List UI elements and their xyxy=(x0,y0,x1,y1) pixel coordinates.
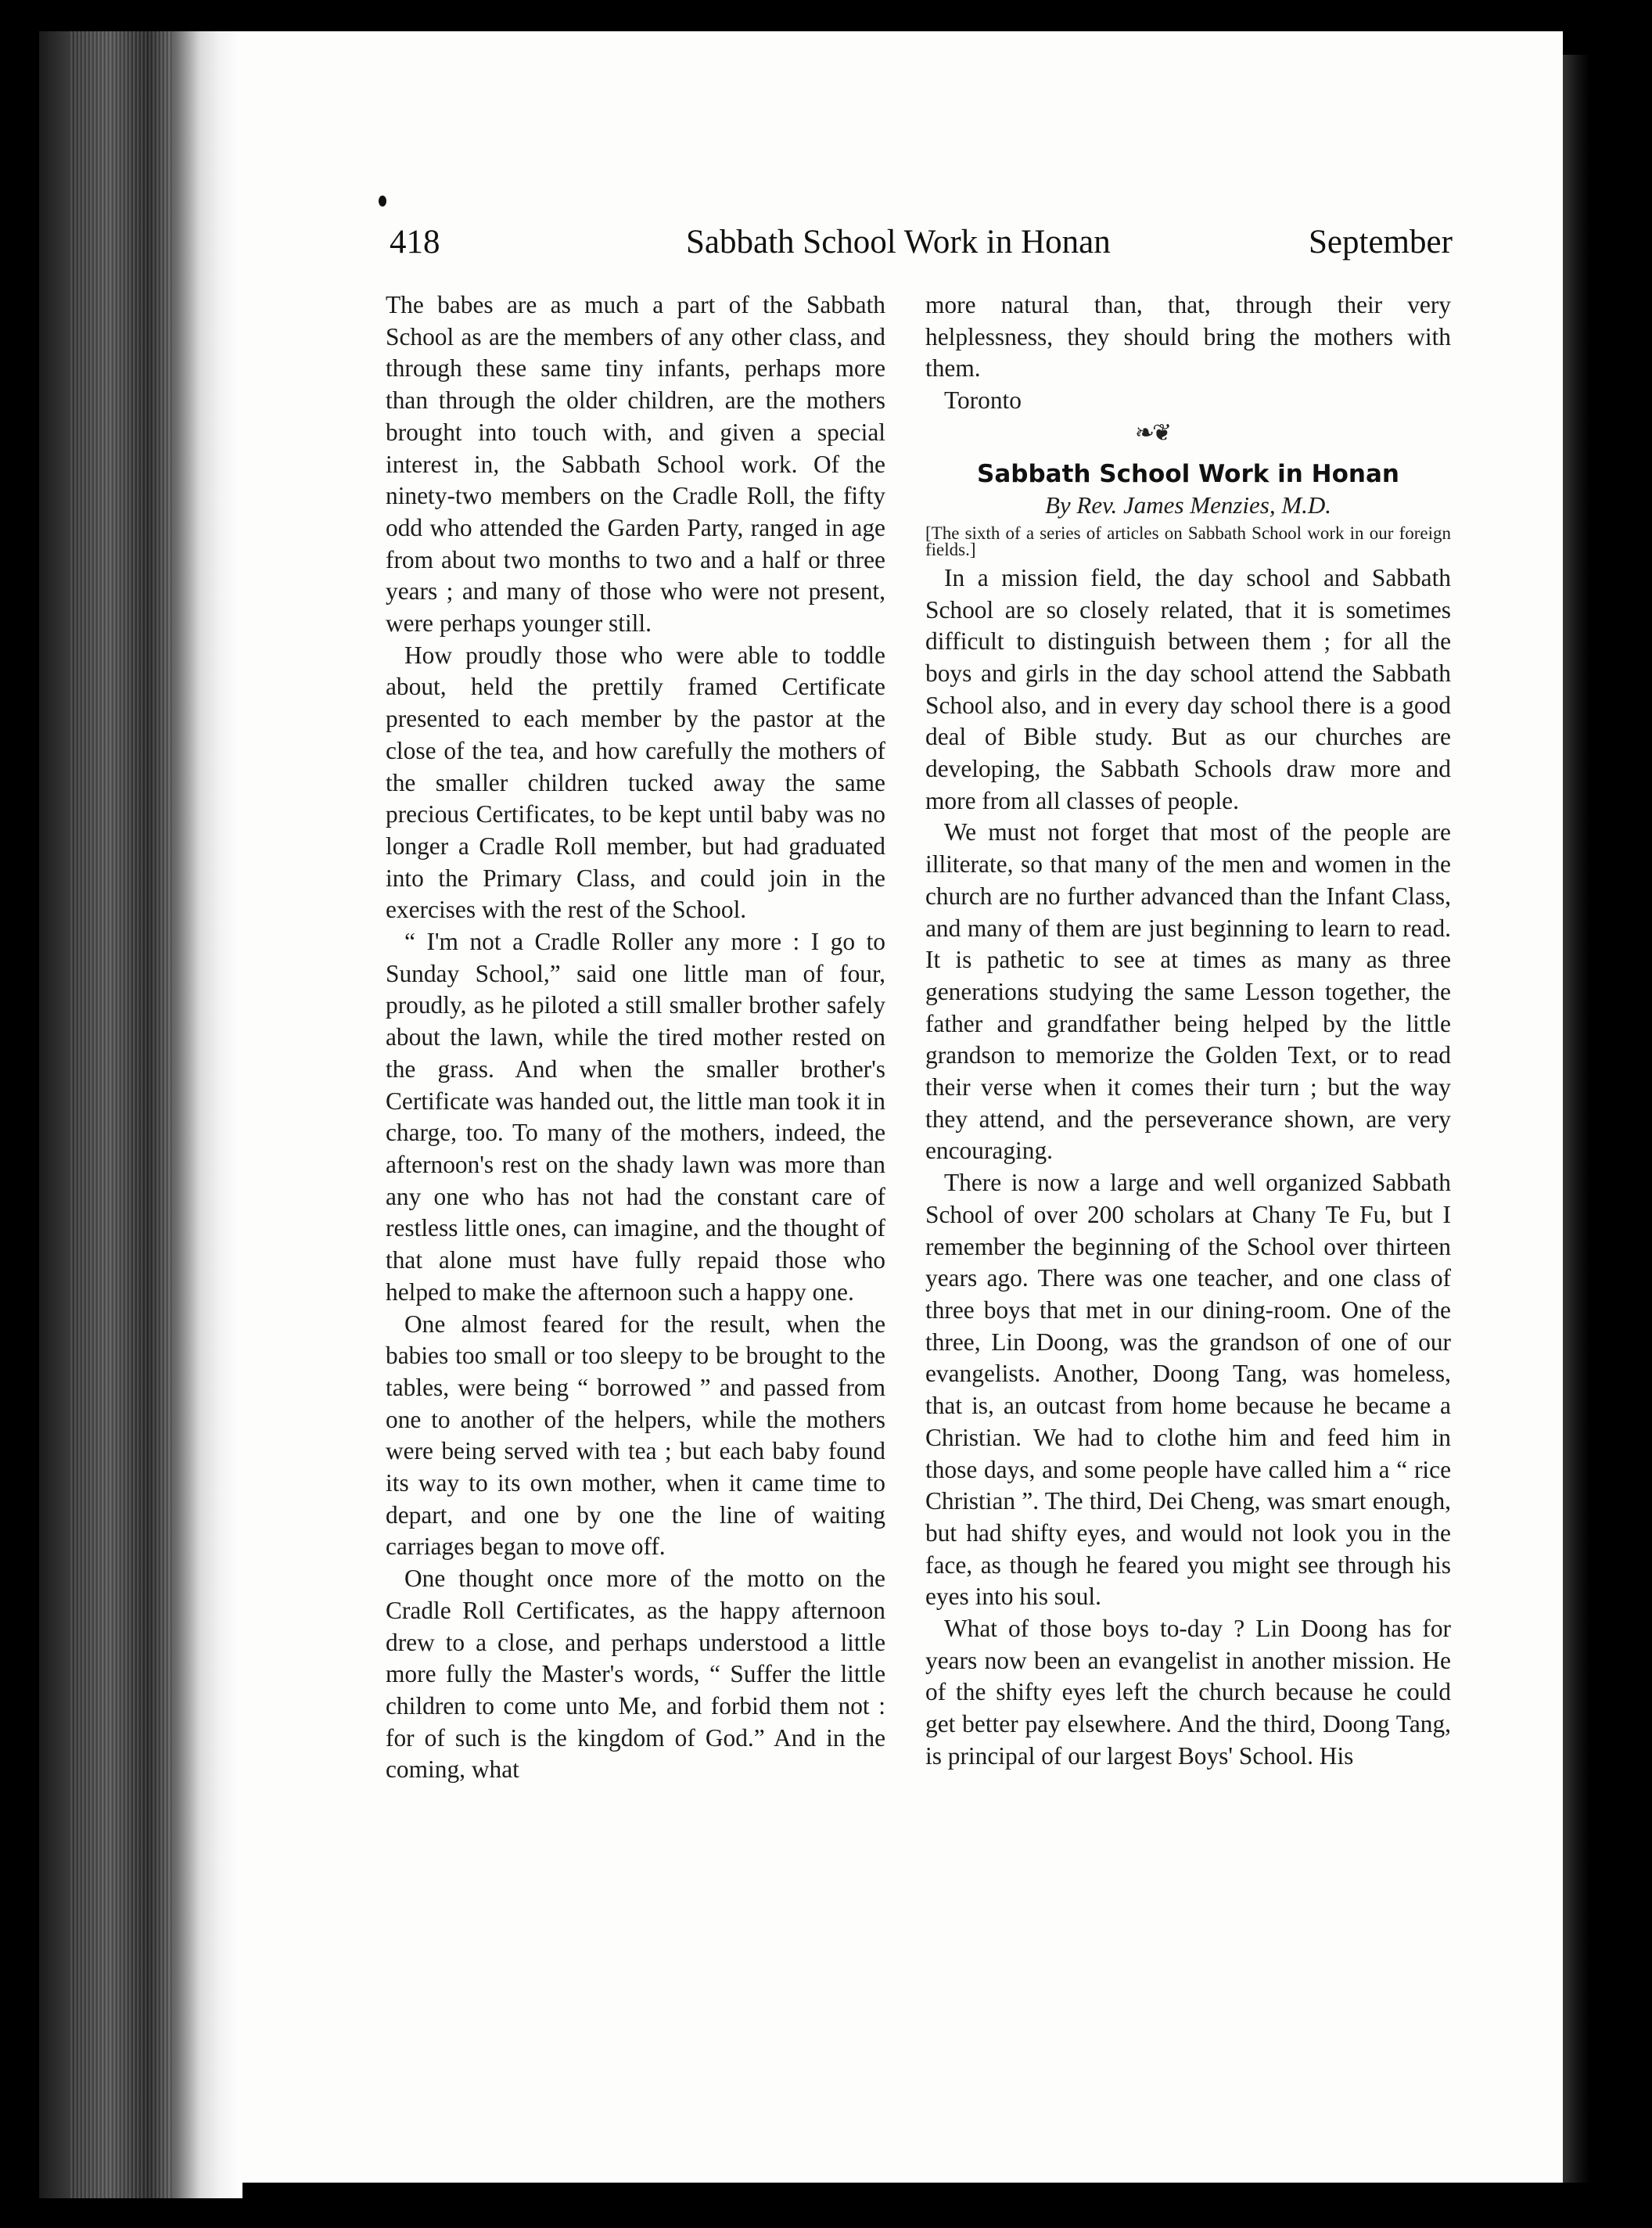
paragraph: In a mission field, the day school and Sabbath School are so closely related, that it is sometimes difficult to distinguish between them ; for all the boys and girls in the day school attend the Sabbath School also, and in every day school there is a good deal of Bible study. But as our churches are developing, the Sabbath Schools draw more and more from all classes of people. xyxy=(925,563,1451,814)
article-author: By Rev. James Menzies, M.D. xyxy=(1044,491,1332,519)
continuation-paragraph: more natural than, that, through their very helplessness, they should bring the mothers with them. xyxy=(925,291,1451,383)
paragraph: “ I'm not a Cradle Roller any more : I go to Sunday School,” said one little man of four, proudly, as he piloted a still smaller brother safely about the lawn, while the tired mother rested on the grass. And when the smaller brother's Certificate was handed out, the little man took it in charge, too. To many of the mothers, indeed, the afternoon's rest on the shady lawn was more than any one who has not had the constant care of restless little ones, can imagine, and the thought of that alone must have fully repaid those who helped to make the afternoon such a happy one. xyxy=(386,928,885,1306)
book-binding-edge xyxy=(39,31,242,2198)
paragraph: One almost feared for the result, when the babies too small or too sleepy to be brought to the tables, were being “ borrowed ” and passed from one to another of the helpers, while the mothers were being served with tea ; but each baby found its way to its own mother, when it came time to depart, and one by one the line of waiting carriages began to move off. xyxy=(386,1310,885,1561)
left-column xyxy=(386,289,885,1786)
running-title: Sabbath School Work in Honan xyxy=(686,224,1111,261)
page-gutter-shadow xyxy=(1563,55,1589,2183)
article-title: Sabbath School Work in Honan xyxy=(977,459,1399,488)
signoff: Toronto xyxy=(944,386,1022,415)
paragraph: The babes are as much a part of the Sabbath School as are the members of any other class, and through these same tiny infants, perhaps more than through the older children, are the mothers brought into touch with, and given a special interest in, the Sabbath School work. Of the ninety-two members on the Cradle Roll, the fifty odd who attended the Garden Party, ranged in age from about two months to two and a half or three years ; and many of those who were not present, were perhaps younger still. xyxy=(386,291,885,638)
article-note: [The sixth of a series of articles on Sabbath School work in our foreign fields.] xyxy=(925,523,1451,559)
paragraph: We must not forget that most of the people are illiterate, so that many of the men and women in the church are no further advanced than the Infant Class, and many of them are just beginning to learn to read. It is pathetic to see at times as many as three generations studying the same Lesson together, the father and grandfather being helped by the little grandson to memorize the Golden Text, or to read their verse when it comes their turn ; but the way they attend, and the perseverance shown, are very encouraging. xyxy=(925,818,1451,1165)
paragraph: How proudly those who were able to toddle about, held the prettily framed Certificate presented to each member by the pastor at the close of the tea, and how carefully the mothers of the smaller children tucked away the same precious Certificates, to be kept until baby was no longer a Cradle Roll member, but had graduated into the Primary Class, and could join in the exercises with the rest of the School. xyxy=(386,641,885,924)
running-month: September xyxy=(1309,224,1453,261)
right-column xyxy=(925,289,1451,1773)
ink-dot xyxy=(379,196,386,207)
paragraph: There is now a large and well organized Sabbath School of over 200 scholars at Chany Te Fu, but I remember the beginning of the School over thirteen years ago. There was one teacher, and one class of three boys that met in our dining-room. One of the three, Lin Doong, was the grandson of one of our evangelists. Another, Doong Tang, was homeless, that is, an outcast from home because he became a Christian. We had to clothe him and feed him in those days, and some people have called him a “ rice Christian ”. The third, Dei Cheng, was smart enough, but had shifty eyes, and would not look you in the face, as though he feared you might see through his eyes into his soul. xyxy=(925,1169,1451,1611)
paragraph: One thought once more of the motto on the Cradle Roll Certificates, as the happy afternoon drew to a close, and perhaps understood a little more fully the Master's words, “ Suffer the little children to come unto Me, and forbid them not : for of such is the kingdom of God.” And in the coming, what xyxy=(386,1565,885,1784)
page-number: 418 xyxy=(390,224,440,261)
paragraph: What of those boys to-day ? Lin Doong has for years now been an evangelist in another mission. He of the shifty eyes left the church because he could get better pay elsewhere. And the third, Doong Tang, is principal of our largest Boys' School. His xyxy=(925,1615,1451,1770)
ornament-icon: ❧❦ xyxy=(1134,419,1170,446)
